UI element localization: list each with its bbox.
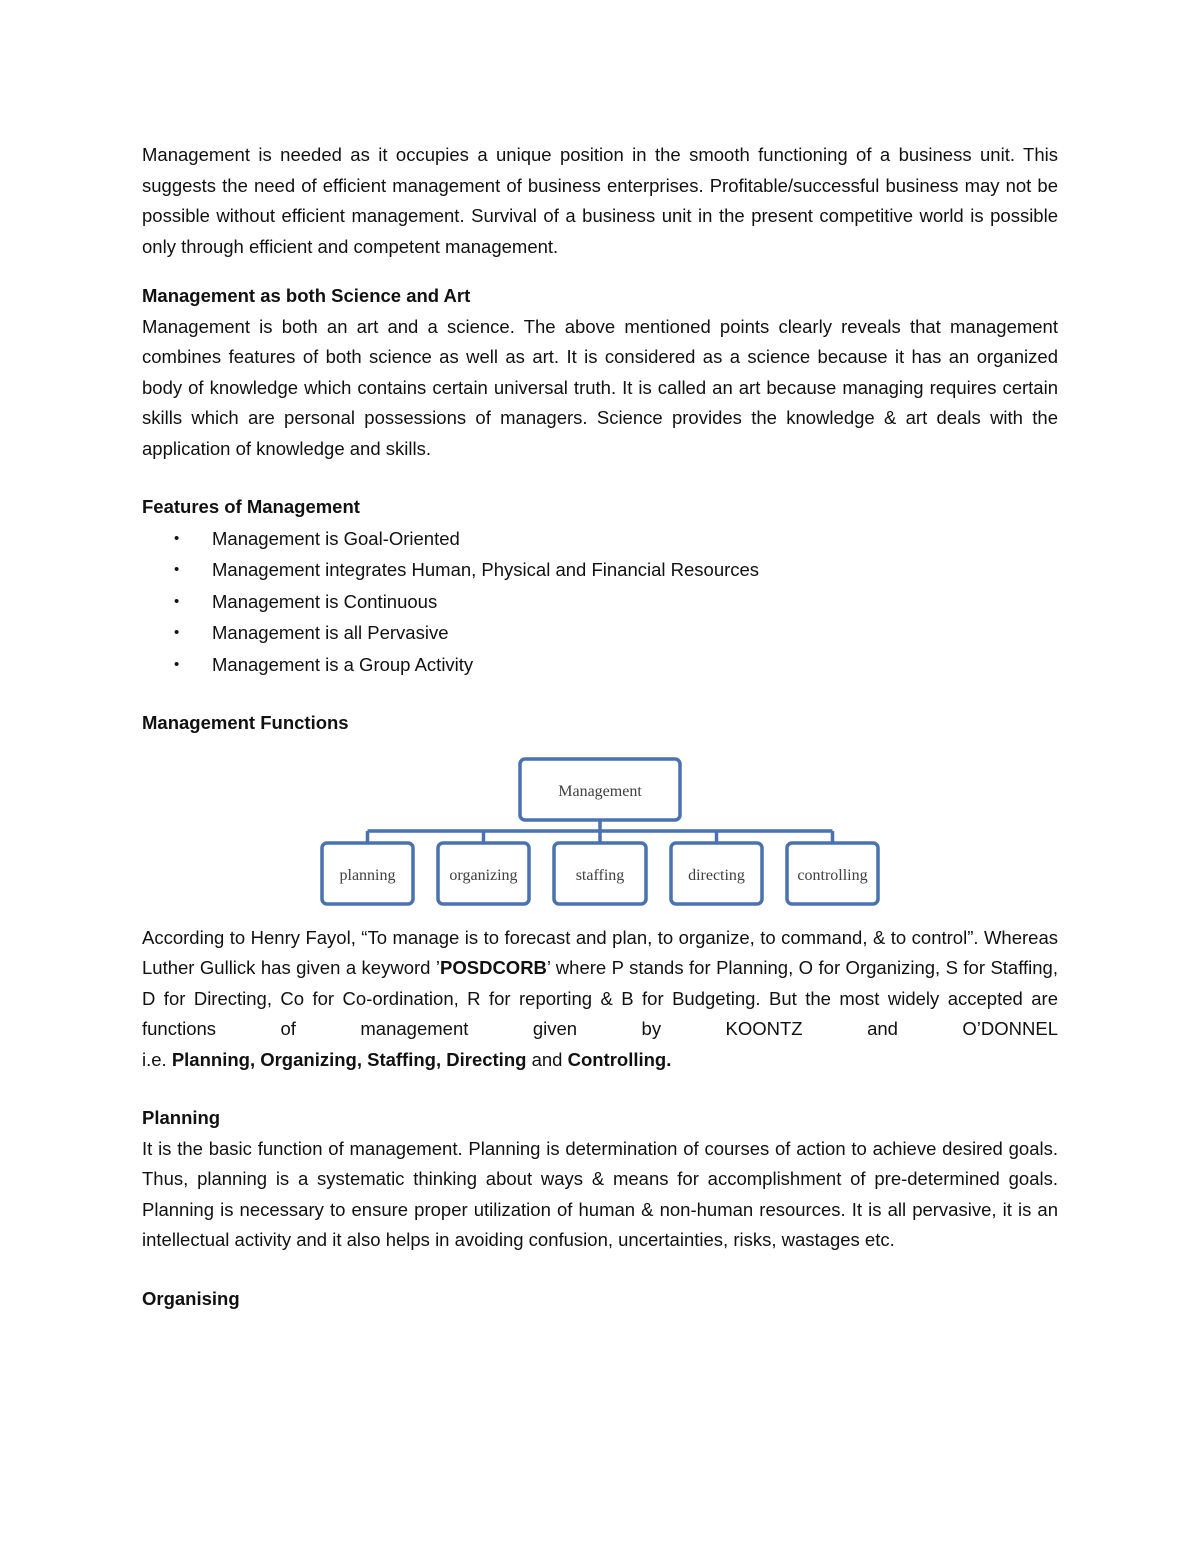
root-label: Management (558, 782, 642, 800)
bullet-icon: • (174, 592, 180, 610)
features-list (142, 523, 1058, 681)
functions-summary-line: i.e. Planning, Organizing, Staffing, Directing and Controlling. (142, 1048, 672, 1070)
bullet-icon: • (174, 655, 180, 673)
org-chart (142, 745, 1058, 923)
bullet-icon: • (174, 529, 180, 547)
child-label: planning (339, 866, 396, 884)
list-item: • Management is Continuous (142, 586, 1058, 618)
root-node (520, 759, 680, 820)
child-node-planning (322, 843, 413, 904)
science-art-heading: Management as both Science and Art (142, 285, 471, 306)
planning-heading: Planning (142, 1107, 221, 1128)
child-label: directing (688, 866, 745, 884)
intro-paragraph: Management is needed as it occupies a unique position in the smooth functioning of a business unit. This suggests the need of efficient management of business enterprises. Profitable/successful business may not be possible without efficient management. Survival of a business unit in the present competitive world is possible only through efficient and competent management. (142, 144, 1058, 257)
child-label: controlling (797, 866, 868, 884)
planning-paragraph: It is the basic function of management. Planning is determination of courses of action to achieve desired goals. Thus, planning is a systematic thinking about ways & means for accomplishment of pre-determined goals. Planning is necessary to ensure proper utilization of human & non-human resources. It is all pervasive, it is an intellectual activity and it also helps in avoiding confusion, uncertainties, risks, wastages etc. (142, 1137, 1058, 1250)
list-item: • Management integrates Human, Physical and Financial Resources (142, 554, 1058, 586)
child-node-directing (671, 843, 762, 904)
features-heading: Features of Management (142, 496, 360, 517)
document-page (142, 140, 1058, 1314)
organising-heading: Organising (142, 1287, 240, 1309)
functions-heading: Management Functions (142, 712, 349, 733)
management-functions-diagram (142, 745, 1058, 923)
diagram-connectors (368, 820, 833, 843)
bullet-icon: • (174, 624, 180, 641)
list-item: • Management is all Pervasive (142, 617, 1058, 649)
child-node-staffing (554, 843, 646, 904)
functions-paragraph: According to Henry Fayol, “To manage is to forecast and plan, to organize, to command, & to control”. Whereas Luther Gullick has given a keyword ’POSDCORB’ where P stands for Planning, O for Organizing, S for Staffing, D for Directing, Co for Co-ordination, R for reporting & B for Budgeting. But the most widely accepted are functions of management given by KOONTZ and O’DONNEL (142, 926, 1058, 1039)
child-node-controlling (787, 843, 878, 904)
bullet-icon: • (174, 561, 180, 578)
list-item: • Management is Goal-Oriented (142, 523, 1058, 555)
keyword-posdcorb: POSDCORB (440, 957, 547, 978)
child-node-organizing (438, 843, 529, 904)
science-art-paragraph: Management is both an art and a science. The above mentioned points clearly reveals that management combines features of both science as well as art. It is considered as a science because it has an organized body of knowledge which contains certain universal truth. It is called an art because managing requires certain skills which are personal possessions of managers. Science provides the knowledge & art deals with the application of knowledge and skills. (142, 315, 1058, 459)
child-label: staffing (575, 866, 625, 884)
list-item: • Management is a Group Activity (142, 649, 1058, 681)
child-label: organizing (449, 866, 518, 884)
